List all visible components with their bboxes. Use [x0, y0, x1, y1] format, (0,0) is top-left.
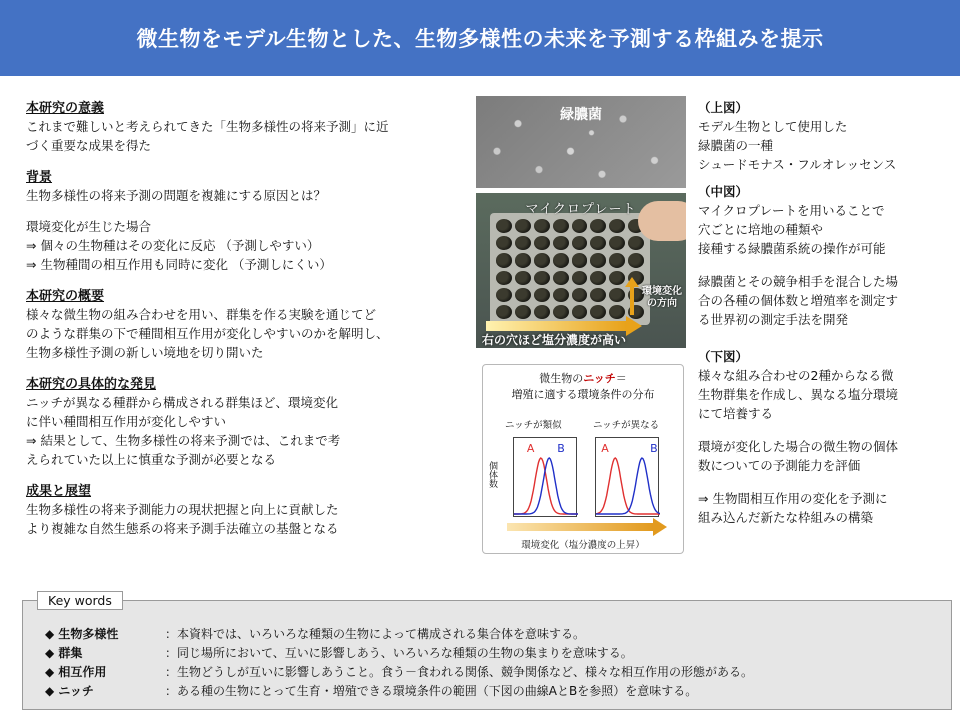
plate-well: [609, 271, 625, 285]
lower-figure-heading: （下図）: [698, 349, 749, 364]
keyword-definition: ：生物どうしが互いに影響しあうこと。食う－食われる関係、競争関係など、様々な相互作用の形態がある。: [165, 665, 754, 679]
keyword-term: ◆ 群集: [45, 646, 83, 660]
microplate-label: マイクロプレート: [525, 202, 637, 217]
environment-arrow: [507, 523, 653, 531]
plate-well: [534, 219, 550, 233]
niche-title-line2: 増殖に適する環境条件の分布: [511, 388, 655, 401]
plate-well: [534, 288, 550, 302]
plate-well: [553, 288, 569, 302]
title-banner: [0, 0, 960, 76]
plate-well: [515, 288, 531, 302]
section-title: 背景: [26, 170, 53, 185]
series-label: A: [601, 442, 609, 455]
section-text: ニッチが異なる種群から構成される群集ほど、環境変化 に伴い種間相互作用が変化しやすい ⇒ 結果として、生物多様性の将来予測では、これまで考 えられていた以上に慎重な予測が必要となる: [26, 395, 341, 467]
section-title: 本研究の概要: [26, 289, 105, 304]
plate-wells: [496, 219, 644, 319]
plate-well: [515, 219, 531, 233]
different-niche-plot: [595, 437, 659, 517]
section-outlook: [26, 483, 456, 538]
plate-well: [609, 305, 625, 319]
keyword-term: ◆ 相互作用: [45, 665, 107, 679]
plate-well: [553, 253, 569, 267]
keyword-term: ◆ ニッチ: [45, 684, 94, 698]
keyword-definition: ：ある種の生物にとって生育・増殖できる環境条件の範囲（下図の曲線AとBを参照）を意味する。: [165, 684, 698, 698]
salinity-arrow: [486, 321, 626, 331]
series-label: B: [557, 442, 565, 455]
bacteria-label: 緑膿菌: [560, 107, 602, 123]
section-text: これまで難しいと考えられてきた「生物多様性の将来予測」に近 づく重要な成果を得た: [26, 119, 389, 153]
plate-well: [572, 288, 588, 302]
section-overview: [26, 288, 456, 362]
plate-well: [590, 288, 606, 302]
plate-well: [590, 253, 606, 267]
section-title: 成果と展望: [26, 484, 92, 499]
lower-figure-text-2: 環境が変化した場合の微生物の個体 数についての予測能力を評価: [698, 439, 899, 473]
x-axis-label: 環境変化（塩分濃度の上昇）: [521, 540, 645, 551]
section-text: 生物多様性の将来予測の問題を複雑にする原因とは？: [26, 188, 327, 203]
salinity-label: 右の穴ほど塩分濃度が高い: [482, 333, 627, 347]
plate-well: [496, 305, 512, 319]
plate-well: [553, 219, 569, 233]
microplate-photo: [476, 193, 686, 348]
keyword-row: [45, 682, 941, 701]
plate-well: [515, 253, 531, 267]
niche-title-suffix: ＝: [615, 372, 627, 385]
keywords-box: [22, 593, 952, 710]
plate-well: [496, 236, 512, 250]
different-niche-chart: [596, 438, 660, 518]
keyword-row: [45, 625, 941, 644]
bacteria-photo: [476, 96, 686, 188]
plate-well: [609, 219, 625, 233]
middle-figure-text-2: 緑膿菌とその競争相手を混合した場 合の各種の個体数と増殖率を測定す る世界初の測定手法を開発: [698, 274, 899, 327]
plate-well: [534, 271, 550, 285]
similar-niche-label: ニッチが類似: [505, 420, 562, 431]
plate-well: [534, 236, 550, 250]
series-label: A: [526, 442, 535, 455]
niche-curve-A: [596, 458, 660, 514]
plate-well: [628, 253, 644, 267]
keyword-row: [45, 663, 941, 682]
keyword-row: [45, 644, 941, 663]
plate-well: [572, 236, 588, 250]
keyword-definition: ：本資料では、いろいろな種類の生物によって構成される集合体を意味する。: [165, 627, 586, 641]
lower-figure-text: 様々な組み合わせの2種からなる微 生物群集を作成し、異なる塩分環境 にて培養する: [698, 368, 899, 421]
section-background: [26, 169, 456, 274]
niche-title-prefix: 微生物の: [539, 372, 584, 385]
different-niche-label: ニッチが異なる: [593, 420, 660, 431]
plate-well: [553, 236, 569, 250]
plate-well: [572, 305, 588, 319]
middle-figure-heading: （中図）: [698, 184, 749, 199]
plate-well: [553, 305, 569, 319]
lower-figure-text-3: ⇒ 生物間相互作用の変化を予測に 組み込んだ新たな枠組みの構築: [698, 491, 888, 525]
plate-well: [590, 305, 606, 319]
plate-well: [572, 271, 588, 285]
keyword-definition: ：同じ場所において、互いに影響しあう、いろいろな種類の生物の集まりを意味する。: [165, 646, 633, 660]
right-column: [698, 98, 948, 527]
keyword-term: ◆ 生物多様性: [45, 627, 119, 641]
niche-title: [483, 371, 683, 403]
direction-arrow: [630, 285, 634, 315]
niche-title-highlight: ニッチ: [583, 372, 616, 385]
upper-figure-text: モデル生物として使用した 緑膿菌の一種 シュードモナス・フルオレッセンス: [698, 119, 897, 172]
plate-well: [590, 236, 606, 250]
environment-arrow-head: [653, 518, 667, 536]
section-significance: [26, 100, 456, 155]
plate-well: [496, 288, 512, 302]
left-column: [26, 100, 456, 552]
niche-curve-B: [596, 458, 660, 514]
salinity-arrow-head: [626, 316, 642, 336]
plate-well: [572, 253, 588, 267]
plate-well: [590, 219, 606, 233]
plate-well: [496, 253, 512, 267]
plate-well: [534, 253, 550, 267]
section-title: 本研究の具体的な発見: [26, 377, 157, 392]
y-axis-label: 個体数: [487, 461, 497, 488]
plate-well: [609, 253, 625, 267]
plate-well: [515, 271, 531, 285]
section-findings: [26, 376, 456, 469]
plate-well: [572, 219, 588, 233]
plate-well: [515, 236, 531, 250]
plate-well: [609, 236, 625, 250]
plate-well: [496, 271, 512, 285]
plate-well: [609, 288, 625, 302]
similar-niche-plot: [513, 437, 577, 517]
section-text-extra: 環境変化が生じた場合 ⇒ 個々の生物種はその変化に反応 （予測しやすい） ⇒ 生物種間の相互作用も同時に変化 （予測しにくい）: [26, 219, 332, 272]
niche-curve-B: [514, 458, 578, 514]
niche-figure: [482, 364, 684, 554]
page-title: 微生物をモデル生物とした、生物多様性の未来を予測する枠組みを提示: [136, 27, 824, 51]
similar-niche-chart: [514, 438, 578, 518]
section-title: 本研究の意義: [26, 101, 105, 116]
upper-figure-heading: （上図）: [698, 100, 749, 115]
plate-well: [628, 236, 644, 250]
section-text: 生物多様性の将来予測能力の現状把握と向上に貢献した より複雑な自然生態系の将来予測手法確立の基盤となる: [26, 502, 339, 536]
plate-well: [590, 271, 606, 285]
section-text: 様々な微生物の組み合わせを用い、群集を作る実験を通じてど のような群集の下で種間相互作用が変化しやすいのかを解明し、 生物多様性予測の新しい境地を切り開いた: [26, 307, 389, 360]
series-label: B: [650, 442, 658, 455]
plate-well: [496, 219, 512, 233]
keywords-label: Key words: [37, 591, 123, 610]
plate-well: [515, 305, 531, 319]
plate-well: [553, 271, 569, 285]
plate-well: [534, 305, 550, 319]
direction-label: 環境変化 の方向: [642, 286, 682, 309]
direction-arrow-head: [625, 277, 639, 287]
middle-figure-text: マイクロプレートを用いることで 穴ごとに培地の種類や 接種する緑膿菌系統の操作が可能: [698, 203, 886, 256]
keywords-list: [45, 625, 941, 701]
